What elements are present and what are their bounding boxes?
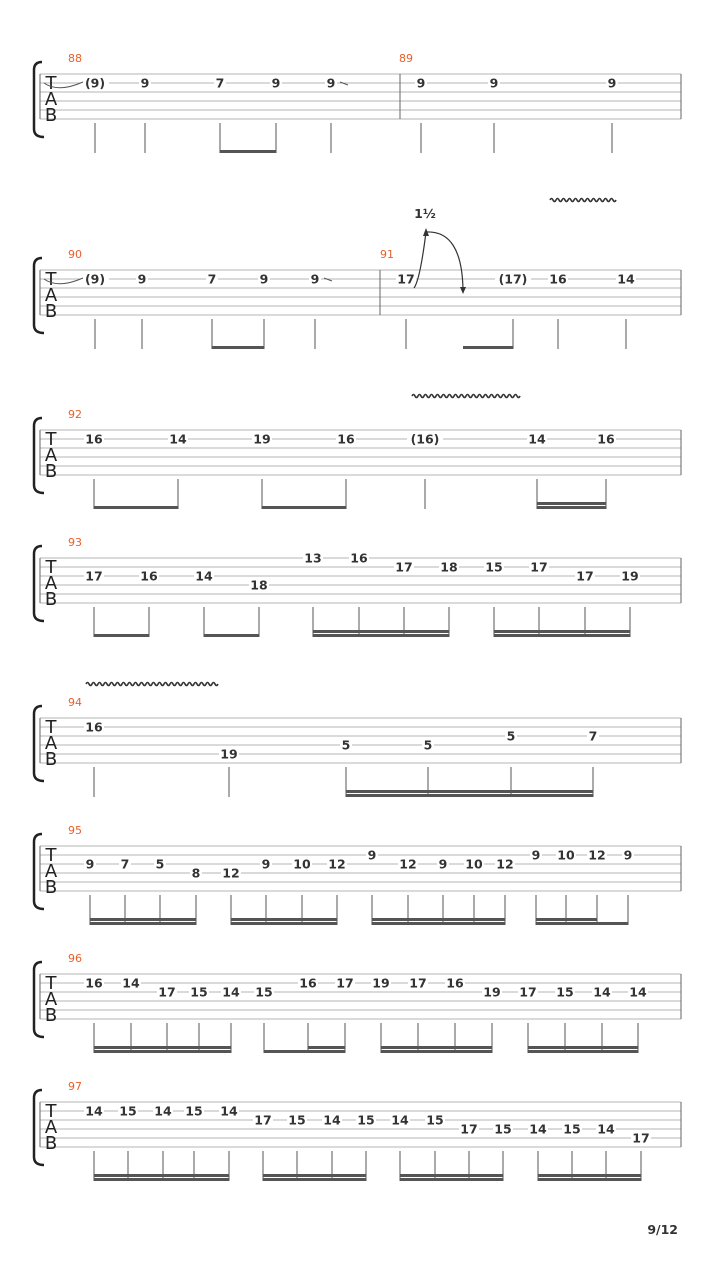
staff-system-1 — [34, 52, 681, 153]
tab-clef-letter: B — [44, 589, 58, 610]
fret-number: 17 — [254, 1112, 272, 1128]
fret-number: 12 — [222, 865, 240, 881]
fret-number: 12 — [496, 856, 514, 872]
fret-number: 17 — [576, 568, 594, 584]
fret-number: (17) — [498, 271, 528, 287]
staff-system-8 — [34, 1080, 681, 1181]
fret-number: 9 — [326, 75, 336, 91]
fret-number: 17 — [397, 271, 415, 287]
fret-number: 17 — [409, 975, 427, 991]
fret-number: 5 — [506, 728, 516, 744]
bend-amount: 1½ — [414, 206, 436, 221]
fret-number: 9 — [271, 75, 281, 91]
fret-number: 19 — [621, 568, 639, 584]
fret-number: 7 — [207, 271, 217, 287]
fret-number: 16 — [85, 975, 103, 991]
fret-number: 17 — [460, 1121, 478, 1137]
fret-number: 14 — [528, 431, 546, 447]
fret-number: 16 — [85, 719, 103, 735]
fret-number: 14 — [597, 1121, 615, 1137]
fret-number: 18 — [440, 559, 458, 575]
note-beam — [94, 1174, 229, 1177]
note-beam — [537, 502, 606, 505]
tab-clef-letter: A — [44, 861, 58, 882]
tab-clef-letter: B — [44, 1005, 58, 1026]
fret-number: 9 — [85, 856, 95, 872]
measure-number: 95 — [68, 824, 82, 837]
note-beam — [94, 634, 149, 637]
fret-number: 16 — [597, 431, 615, 447]
note-beam — [536, 918, 597, 921]
staff-system-5 — [34, 696, 681, 797]
fret-number: 14 — [629, 984, 647, 1000]
fret-number: 7 — [588, 728, 598, 744]
note-beam — [494, 634, 630, 637]
fret-number: 16 — [140, 568, 158, 584]
fret-number: 15 — [426, 1112, 444, 1128]
fret-number: 9 — [137, 271, 147, 287]
staff-system-7 — [34, 952, 681, 1053]
note-beam — [494, 630, 630, 633]
fret-number: 9 — [140, 75, 150, 91]
fret-number: 9 — [310, 271, 320, 287]
fret-number: 7 — [215, 75, 225, 91]
note-beam — [264, 1050, 345, 1053]
note-beam — [94, 1178, 229, 1181]
fret-number: 5 — [341, 737, 351, 753]
fret-number: 14 — [85, 1103, 103, 1119]
tab-clef-letter: B — [44, 105, 58, 126]
measure-number: 92 — [68, 408, 82, 421]
fret-number: 14 — [529, 1121, 547, 1137]
system-bracket — [34, 1090, 44, 1165]
fret-number: 13 — [304, 550, 322, 566]
note-beam — [381, 1046, 492, 1049]
system-bracket — [34, 546, 44, 621]
note-beam — [346, 790, 593, 793]
note-beam — [263, 1178, 366, 1181]
note-beam — [220, 150, 276, 153]
note-beam — [204, 634, 259, 637]
staff-system-4 — [34, 536, 681, 637]
note-beam — [94, 1050, 231, 1053]
fret-number: 16 — [337, 431, 355, 447]
fret-number: 19 — [372, 975, 390, 991]
fret-number: 14 — [222, 984, 240, 1000]
fret-number: 16 — [446, 975, 464, 991]
fret-number: (9) — [84, 75, 106, 91]
tab-clef-letter: T — [45, 73, 57, 94]
fret-number: 19 — [253, 431, 271, 447]
vibrato-mark — [86, 683, 218, 686]
fret-number: 19 — [220, 746, 238, 762]
fret-number: 5 — [155, 856, 165, 872]
fret-number: (9) — [84, 271, 106, 287]
tab-clef-letter: A — [44, 1117, 58, 1138]
fret-number: 17 — [530, 559, 548, 575]
bend-marking — [414, 206, 466, 294]
measure-number: 94 — [68, 696, 82, 709]
fret-number: 9 — [531, 847, 541, 863]
staff-system-2 — [34, 248, 681, 349]
note-beam — [538, 1174, 641, 1177]
fret-number: 9 — [607, 75, 617, 91]
tab-clef-letter: T — [45, 269, 57, 290]
page-number: 9/12 — [647, 1222, 678, 1237]
fret-number: 17 — [395, 559, 413, 575]
note-beam — [313, 630, 449, 633]
note-beam — [262, 506, 346, 509]
fret-number: 7 — [120, 856, 130, 872]
tab-clef-letter: B — [44, 1133, 58, 1154]
fret-number: 17 — [85, 568, 103, 584]
tab-clef-letter: T — [45, 973, 57, 994]
note-beam — [212, 346, 264, 349]
fret-number: 9 — [416, 75, 426, 91]
tab-clef-letter: T — [45, 557, 57, 578]
system-bracket — [34, 706, 44, 781]
measure-number: 89 — [399, 52, 413, 65]
tab-clef-letter: B — [44, 461, 58, 482]
system-bracket — [34, 258, 44, 333]
fret-number: 14 — [169, 431, 187, 447]
fret-number: 15 — [494, 1121, 512, 1137]
tab-clef-letter: B — [44, 749, 58, 770]
fret-number: 15 — [255, 984, 273, 1000]
fret-number: 15 — [119, 1103, 137, 1119]
system-bracket — [34, 834, 44, 909]
fret-number: 15 — [190, 984, 208, 1000]
staff-system-3 — [34, 408, 681, 509]
measure-number: 91 — [380, 248, 394, 261]
note-beam — [90, 918, 196, 921]
fret-number: 10 — [465, 856, 483, 872]
fret-number: (16) — [410, 431, 440, 447]
fret-number: 17 — [519, 984, 537, 1000]
fret-number: 15 — [185, 1103, 203, 1119]
tab-clef-letter: T — [45, 845, 57, 866]
fret-number: 9 — [261, 856, 271, 872]
fret-number: 14 — [593, 984, 611, 1000]
fret-number: 14 — [220, 1103, 238, 1119]
note-beam — [536, 922, 628, 925]
fret-number: 5 — [423, 737, 433, 753]
fret-number: 10 — [293, 856, 311, 872]
note-beam — [537, 506, 606, 509]
note-beam — [313, 634, 449, 637]
fret-number: 19 — [483, 984, 501, 1000]
tab-clef-letter: A — [44, 445, 58, 466]
fret-number: 12 — [328, 856, 346, 872]
fret-number: 12 — [399, 856, 417, 872]
fret-number: 14 — [323, 1112, 341, 1128]
fret-number: 10 — [557, 847, 575, 863]
note-beam — [346, 794, 593, 797]
note-beam — [528, 1050, 638, 1053]
tab-clef-letter: T — [45, 429, 57, 450]
note-beam — [94, 506, 178, 509]
tab-clef-letter: B — [44, 877, 58, 898]
fret-number: 17 — [336, 975, 354, 991]
fret-number: 9 — [623, 847, 633, 863]
tab-clef-letter: B — [44, 301, 58, 322]
fret-number: 15 — [357, 1112, 375, 1128]
note-beam — [90, 922, 196, 925]
fret-number: 8 — [191, 865, 201, 881]
system-bracket — [34, 418, 44, 493]
measure-number: 90 — [68, 248, 82, 261]
note-beam — [400, 1178, 503, 1181]
tab-clef-letter: T — [45, 1101, 57, 1122]
fret-number: 9 — [259, 271, 269, 287]
vibrato-mark — [550, 199, 616, 202]
note-beam — [400, 1174, 503, 1177]
note-beam — [231, 922, 337, 925]
tab-clef-letter: A — [44, 989, 58, 1010]
measure-number: 88 — [68, 52, 82, 65]
staff-system-6 — [34, 824, 681, 925]
fret-number: 15 — [556, 984, 574, 1000]
measure-number: 93 — [68, 536, 82, 549]
fret-number: 17 — [158, 984, 176, 1000]
fret-number: 14 — [122, 975, 140, 991]
fret-number: 17 — [632, 1130, 650, 1146]
vibrato-mark — [412, 395, 520, 398]
tab-clef-letter: T — [45, 717, 57, 738]
fret-number: 15 — [563, 1121, 581, 1137]
note-beam — [263, 1174, 366, 1177]
fret-number: 18 — [250, 577, 268, 593]
fret-number: 14 — [391, 1112, 409, 1128]
system-bracket — [34, 962, 44, 1037]
tab-clef-letter: A — [44, 285, 58, 306]
note-beam — [372, 918, 505, 921]
note-beam — [231, 918, 337, 921]
fret-number: 9 — [367, 847, 377, 863]
fret-number: 16 — [350, 550, 368, 566]
note-beam — [538, 1178, 641, 1181]
fret-number: 16 — [299, 975, 317, 991]
fret-number: 14 — [617, 271, 635, 287]
fret-number: 15 — [485, 559, 503, 575]
measure-number: 97 — [68, 1080, 82, 1093]
system-bracket — [34, 62, 44, 137]
fret-number: 16 — [85, 431, 103, 447]
fret-number: 15 — [288, 1112, 306, 1128]
fret-number: 14 — [195, 568, 213, 584]
fret-number: 16 — [549, 271, 567, 287]
tab-clef-letter: A — [44, 733, 58, 754]
tab-clef-letter: A — [44, 89, 58, 110]
note-beam — [528, 1046, 638, 1049]
measure-number: 96 — [68, 952, 82, 965]
fret-number: 9 — [489, 75, 499, 91]
note-beam — [94, 1046, 231, 1049]
fret-number: 12 — [588, 847, 606, 863]
note-beam — [308, 1046, 345, 1049]
fret-number: 9 — [438, 856, 448, 872]
note-beam — [381, 1050, 492, 1053]
note-beam — [463, 346, 513, 349]
tab-clef-letter: A — [44, 573, 58, 594]
fret-number: 14 — [154, 1103, 172, 1119]
note-beam — [372, 922, 505, 925]
